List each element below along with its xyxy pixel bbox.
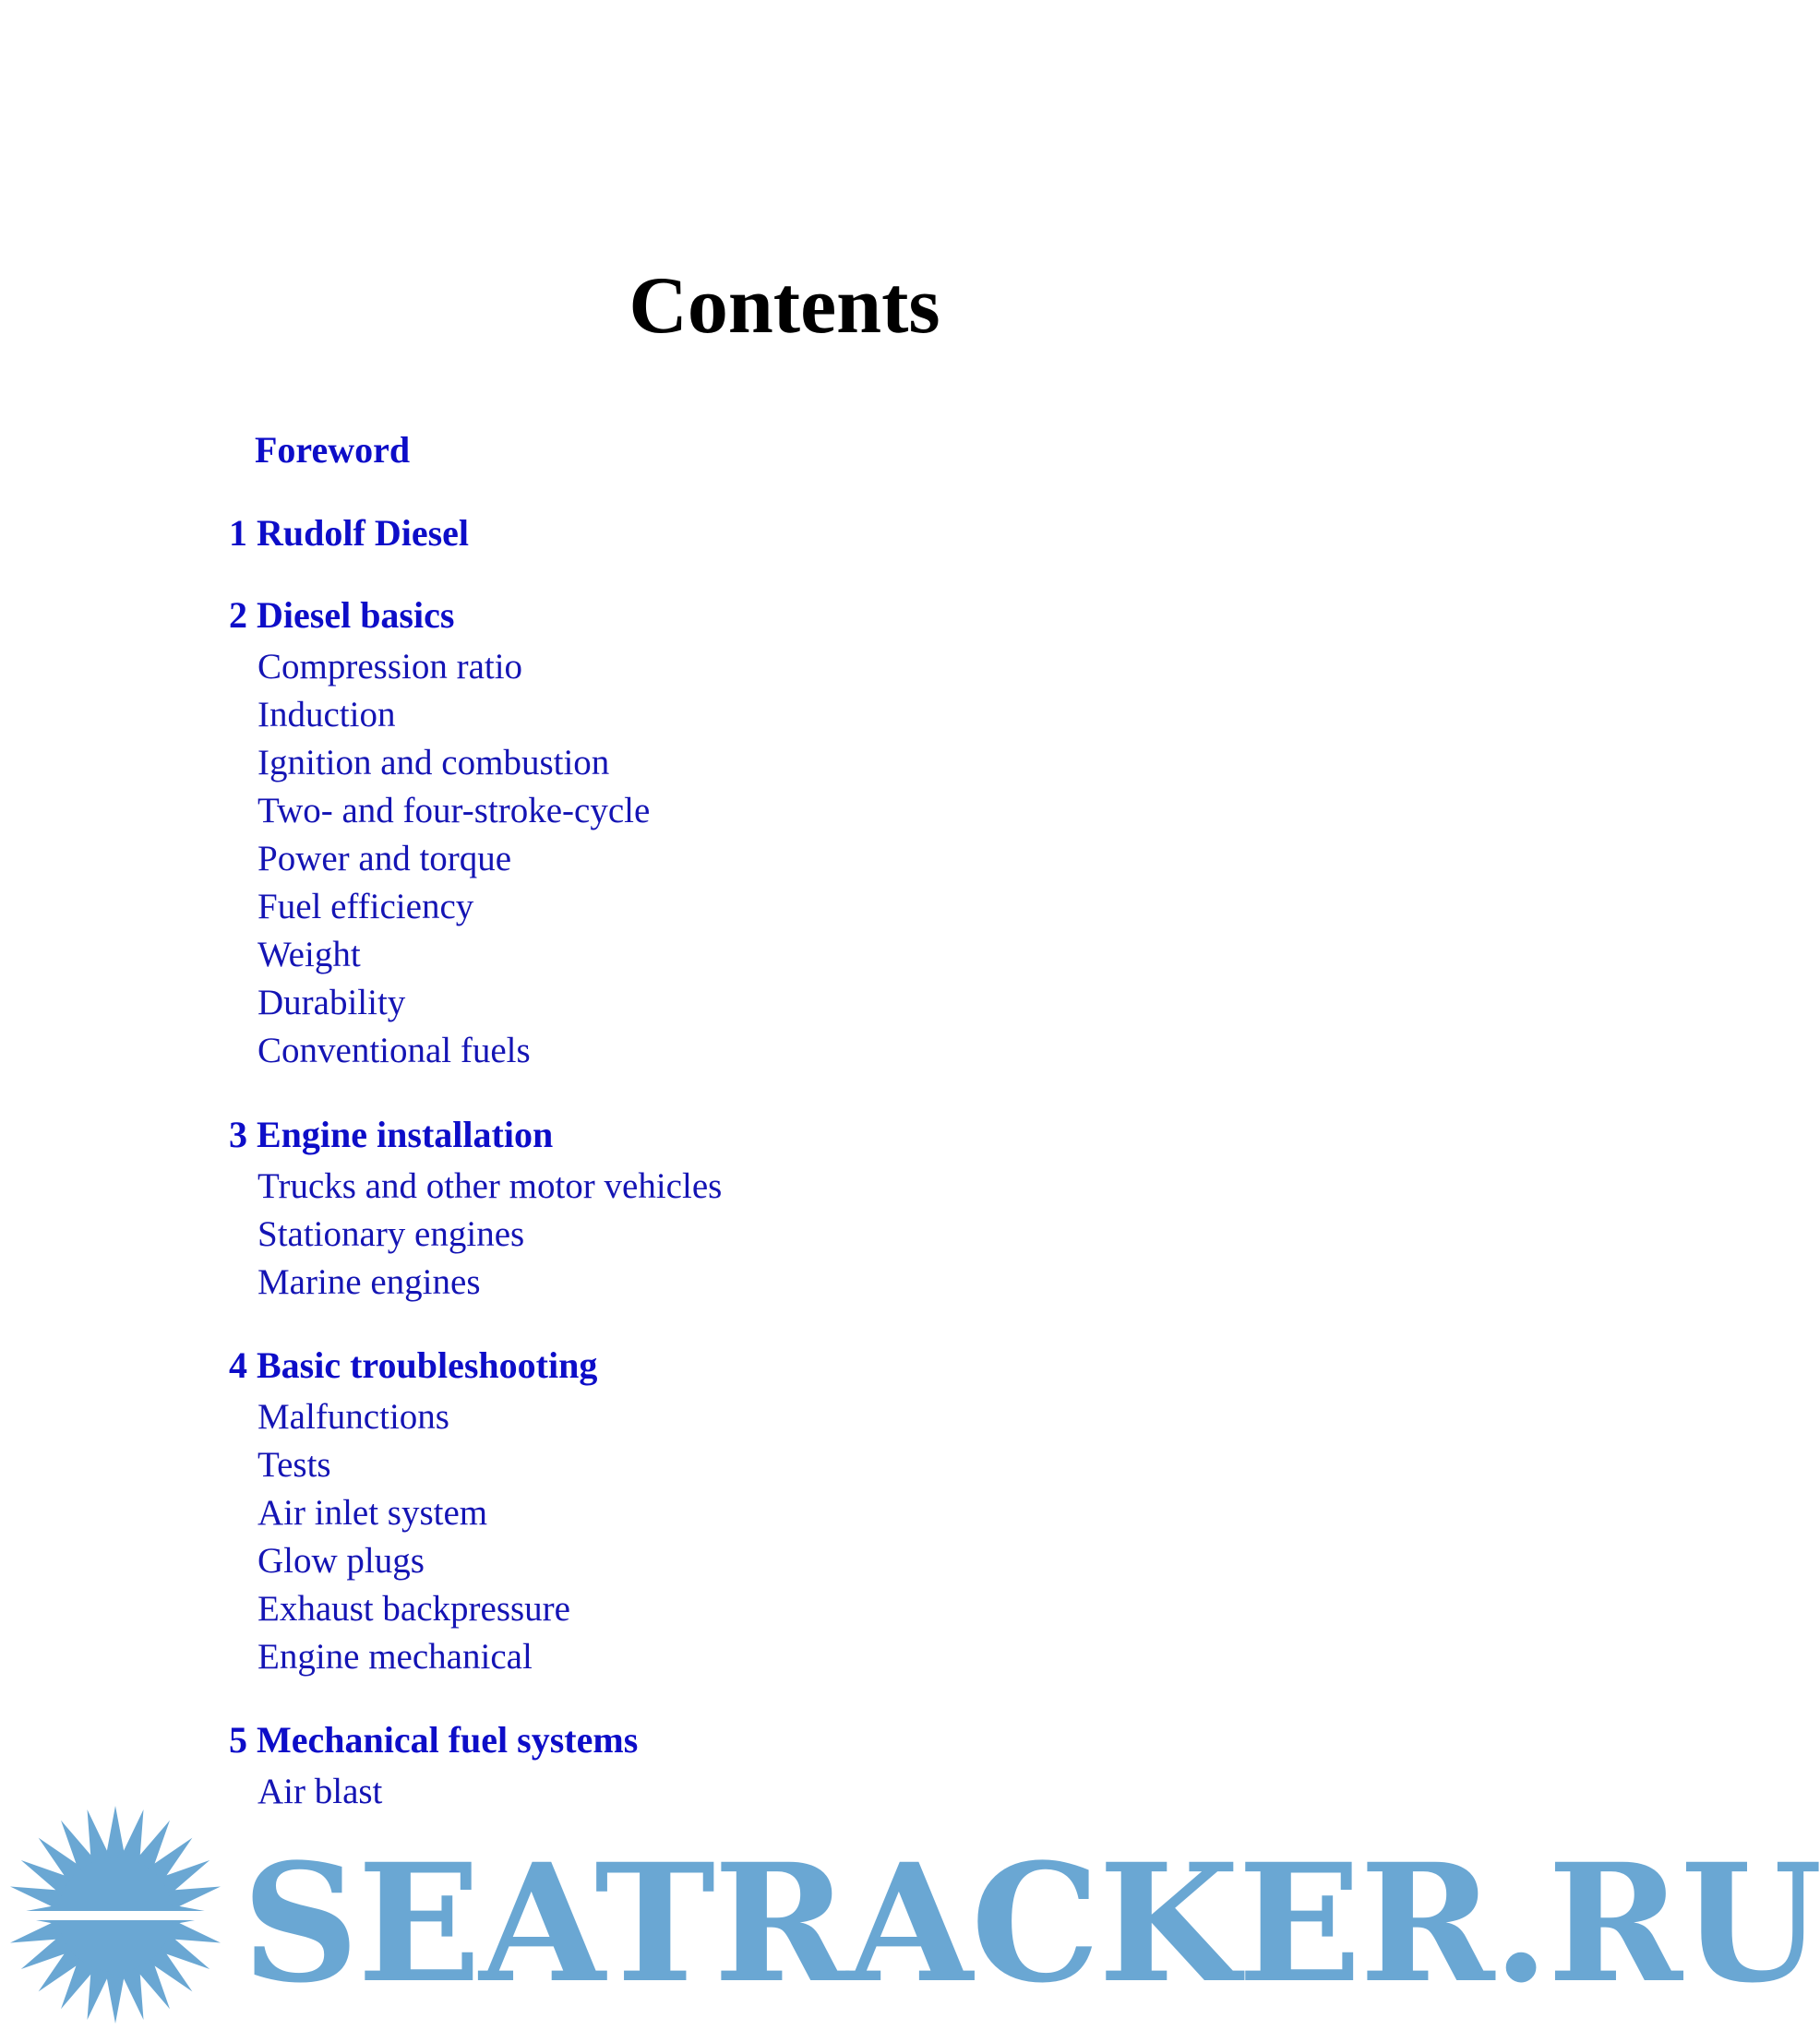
toc-section[interactable]: Conventional fuels (257, 1031, 531, 1070)
toc-section[interactable]: Compression ratio (257, 647, 523, 687)
toc-section[interactable]: Induction (257, 695, 396, 734)
toc-section[interactable]: Power and torque (257, 839, 512, 878)
toc-section[interactable]: Ignition and combustion (257, 743, 610, 782)
toc-section[interactable]: Weight (257, 935, 361, 974)
page-title: Contents (629, 261, 940, 351)
toc-chapter-4[interactable]: 4 Basic troubleshooting (229, 1344, 598, 1386)
toc-section[interactable]: Trucks and other motor vehicles (257, 1166, 723, 1206)
toc-section[interactable]: Fuel efficiency (257, 887, 474, 926)
toc-chapter-3[interactable]: 3 Engine installation (229, 1114, 554, 1155)
toc-section[interactable]: Air blast (257, 1772, 383, 1811)
toc-chapter-1[interactable]: 1 Rudolf Diesel (229, 512, 469, 554)
toc-section[interactable]: Engine mechanical (257, 1637, 533, 1677)
toc-section[interactable]: Air inlet system (257, 1493, 488, 1533)
toc-section[interactable]: Marine engines (257, 1262, 481, 1302)
toc-section[interactable]: Tests (257, 1445, 331, 1485)
toc-chapter-2[interactable]: 2 Diesel basics (229, 594, 455, 636)
toc-section[interactable]: Glow plugs (257, 1541, 425, 1581)
toc-section[interactable]: Exhaust backpressure (257, 1589, 570, 1629)
watermark-text: SEATRACKER.RU (242, 1828, 1820, 2019)
toc-section[interactable]: Two- and four-stroke-cycle (257, 791, 651, 830)
horizon-line (0, 1911, 231, 1920)
toc-section[interactable]: Malfunctions (257, 1397, 449, 1437)
toc-chapter-5[interactable]: 5 Mechanical fuel systems (229, 1719, 639, 1761)
toc-foreword[interactable]: Foreword (255, 429, 411, 471)
toc-section[interactable]: Durability (257, 983, 406, 1022)
toc-section[interactable]: Stationary engines (257, 1214, 525, 1254)
